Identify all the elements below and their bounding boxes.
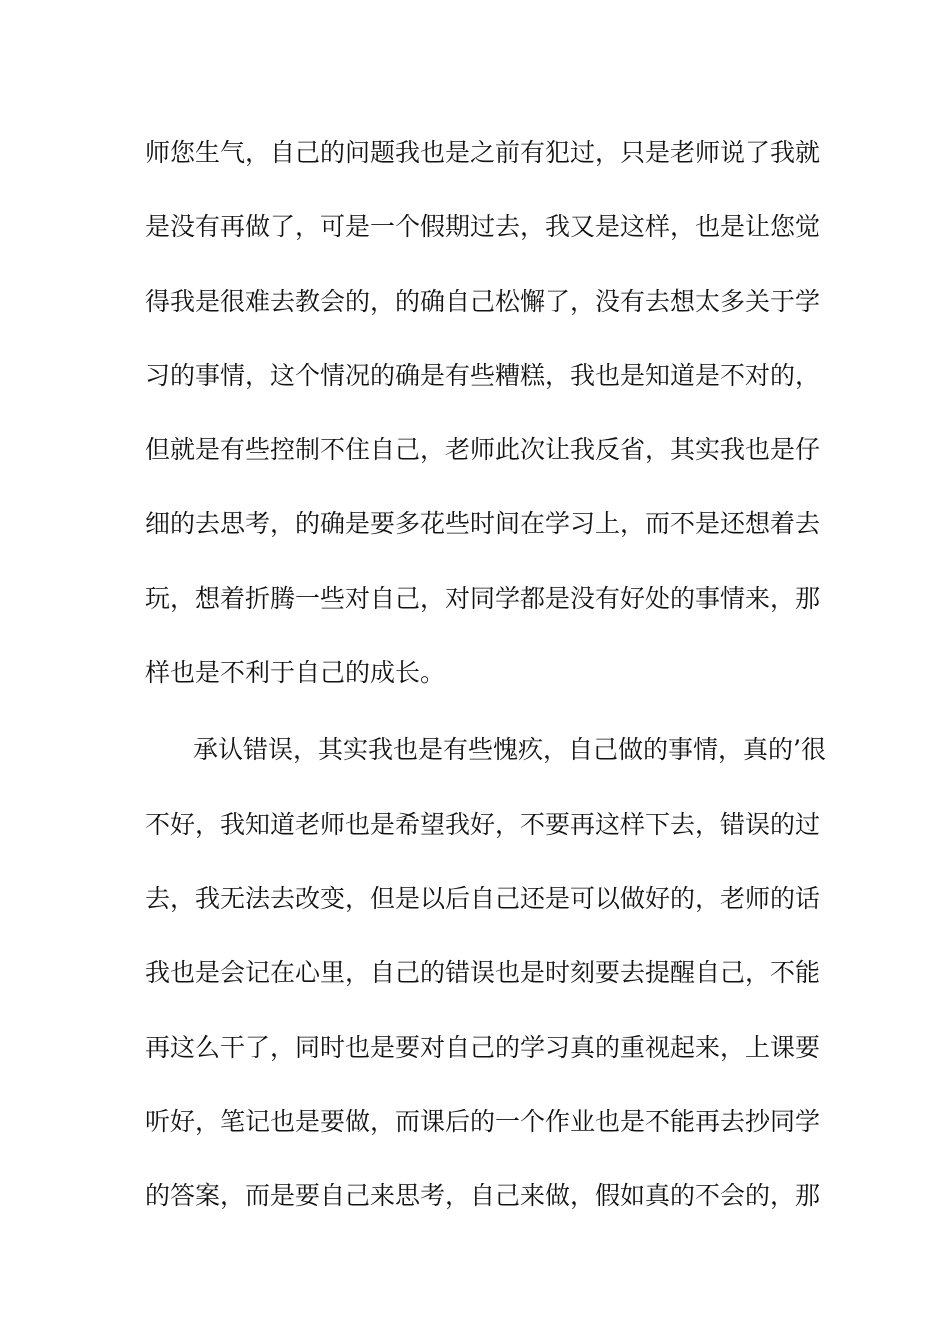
paragraph-2-line-5: 再这么干了，同时也是要对自己的学习真的重视起来，上课要 [145,1033,821,1062]
paragraph-2-line-2: 不好，我知道老师也是希望我好，不要再这样下去，错误的过 [145,810,821,839]
paragraph-1-line-2: 是没有再做了，可是一个假期过去，我又是这样，也是让您觉 [145,212,821,241]
paragraph-1-line-8: 样也是不利于自己的成长。 [145,658,446,687]
paragraph-2-line-4: 我也是会记在心里，自己的错误也是时刻要去提醒自己，不能 [145,958,821,987]
paragraph-2-line-6: 听好，笔记也是要做，而课后的一个作业也是不能再去抄同学 [145,1107,821,1136]
paragraph-1-line-1: 师您生气，自己的问题我也是之前有犯过，只是老师说了我就 [145,138,821,167]
paragraph-1-line-6: 细的去思考，的确是要多花些时间在学习上，而不是还想着去 [145,509,821,538]
paragraph-1-line-5: 但就是有些控制不住自己，老师此次让我反省，其实我也是仔 [145,435,821,464]
paragraph-1-line-3: 得我是很难去教会的，的确自己松懈了，没有去想太多关于学 [145,287,821,316]
paragraph-2-line-7: 的答案，而是要自己来思考，自己来做，假如真的不会的，那 [145,1181,821,1210]
paragraph-2-line-1: 承认错误，其实我也是有些愧疚，自己做的事情，真的’很 [193,735,826,764]
paragraph-1-line-4: 习的事情，这个情况的确是有些糟糕，我也是知道是不对的， [145,361,821,390]
paragraph-1-line-7: 玩，想着折腾一些对自己，对同学都是没有好处的事情来，那 [145,584,821,613]
paragraph-2-line-3: 去，我无法去改变，但是以后自己还是可以做好的，老师的话 [145,884,821,913]
